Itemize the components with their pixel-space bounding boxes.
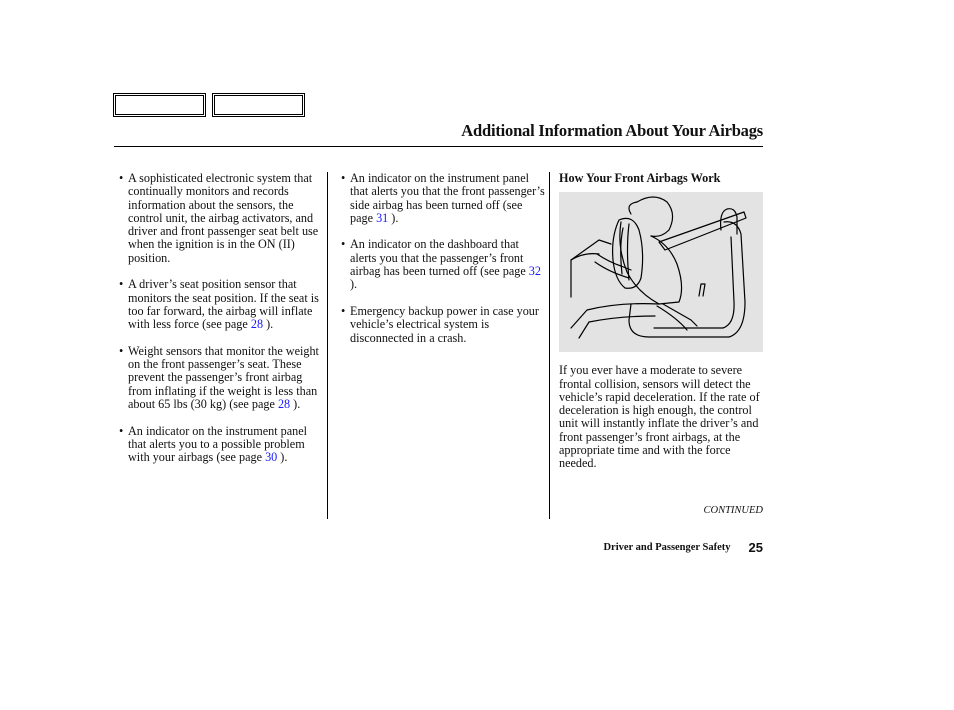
title-rule <box>114 146 763 147</box>
page-number: 25 <box>748 539 763 555</box>
list-item: • Emergency backup power in case your vehicle’s electrical system is disconnected in a crash. <box>341 303 539 345</box>
nav-button-previous[interactable] <box>113 93 206 117</box>
section-subheading: How Your Front Airbags Work <box>559 171 721 185</box>
page-link-31[interactable]: 31 <box>376 210 389 225</box>
list-item: • A driver’s seat position sensor that monitors the seat position. If the seat is too far forward, the airbag will inflate with less force (see page 28 ). <box>119 277 319 332</box>
page-link-28[interactable]: 28 <box>277 397 291 412</box>
list-item: • Weight sensors that monitor the weight on the front passenger’s seat. These prevent the passenger’s front airbag from inflating if the weight is less than about 65 lbs (30 kg) (see page 28 ). <box>119 343 319 412</box>
airbag-deploy-icon <box>559 192 763 352</box>
column-divider <box>549 172 550 519</box>
column-middle <box>341 172 545 358</box>
continued-label: CONTINUED <box>703 505 763 516</box>
nav-button-next[interactable] <box>212 93 305 117</box>
column-left <box>119 172 325 478</box>
airbag-illustration <box>559 192 763 352</box>
column-divider <box>327 172 328 519</box>
list-item: • An indicator on the instrument panel that alerts you to a possible problem with your airbags (see page 30 ). <box>119 423 308 465</box>
page-footer <box>603 538 763 556</box>
list-item: • A sophisticated electronic system that continually monitors and records information about the sensors, the control unit, the airbag activators, and driver and front passenger seat belt use when the ignition is in the ON (II) position. <box>119 171 319 265</box>
page-link-30[interactable]: 30 <box>265 450 278 465</box>
list-item: • An indicator on the instrument panel that alerts you that the front passenger’s side airbag has been turned off (see page 31 ). <box>341 171 545 225</box>
column-right <box>559 172 763 471</box>
page-link-28[interactable]: 28 <box>250 317 264 332</box>
list-item: • An indicator on the dashboard that alerts you that the passenger’s front airbag has been turned off (see page 32 ). <box>341 237 541 292</box>
footer-section-title: Driver and Passenger Safety <box>603 541 731 553</box>
page-title: Additional Information About Your Airbags <box>461 121 763 140</box>
page-link-32[interactable]: 32 <box>528 264 541 279</box>
body-paragraph: If you ever have a moderate to severe frontal collision, sensors will detect the vehicle’s rapid deceleration. If the rate of deceleration is high enough, the control unit will instantly inflate the driver’s and front passenger’s front airbags, at the appropriate time and with the force needed. <box>559 363 760 471</box>
